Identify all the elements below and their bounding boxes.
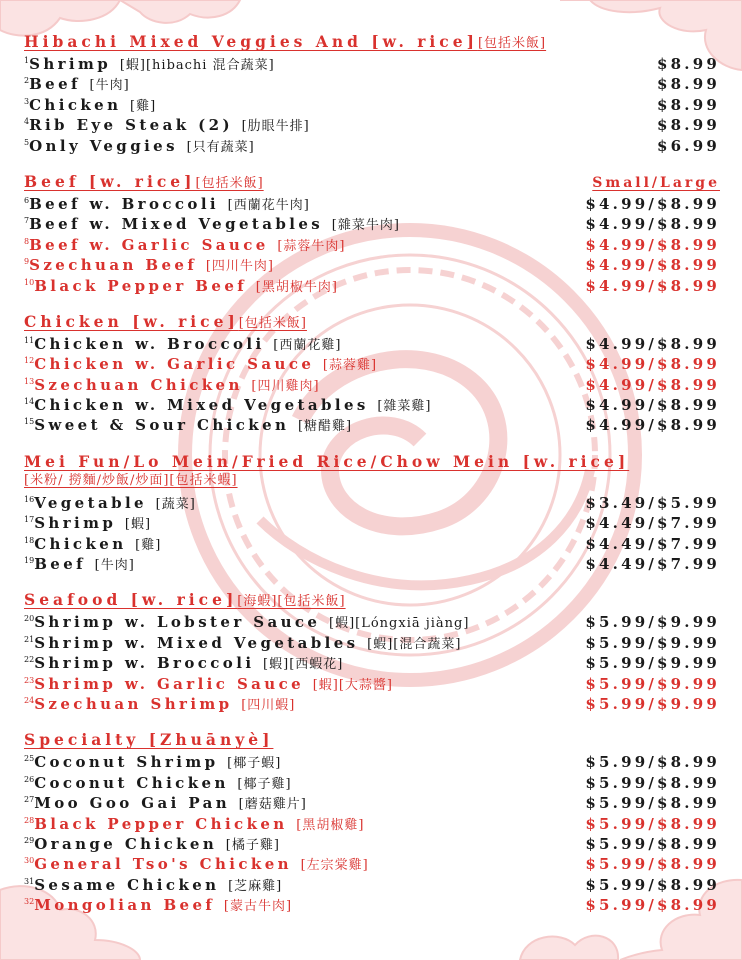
- item-chinese-name: [西蘭花雞]: [273, 337, 342, 353]
- item-number: 15: [24, 417, 35, 427]
- item-number: 19: [24, 556, 35, 566]
- item-price: $5.99/$8.99: [585, 773, 720, 792]
- section-title: [24, 452, 629, 471]
- item-chinese-name: [雜菜牛肉]: [331, 218, 400, 234]
- item-number: 4: [24, 117, 30, 127]
- item-number: 16: [24, 494, 35, 504]
- item-name: Moo Goo Gai Pan: [34, 794, 231, 813]
- item-number: 23: [24, 675, 35, 685]
- item-number: 10: [24, 277, 35, 287]
- menu-item: [24, 892, 720, 915]
- item-price: $4.99/$8.99: [585, 375, 720, 394]
- section-header: [24, 729, 720, 749]
- section-title-text: Specialty [Zhuānyè]: [24, 730, 274, 750]
- item-name: Black Pepper Chicken: [34, 814, 288, 833]
- item-name: Only Veggies: [29, 136, 178, 155]
- item-name: Beef w. Garlic Sauce: [29, 235, 269, 254]
- menu-item: [24, 872, 720, 892]
- item-number: 6: [24, 195, 30, 205]
- item-chinese-name: [肋眼牛排]: [241, 119, 310, 135]
- item-chinese-name: [糖醋雞]: [297, 419, 353, 435]
- item-name: Szechuan Shrimp: [34, 694, 233, 713]
- item-number: 25: [24, 754, 35, 764]
- item-number: 31: [24, 876, 35, 886]
- item-number: 29: [24, 835, 35, 845]
- item-price: $4.99/$8.99: [585, 416, 720, 435]
- section-title-chinese: [包括米飯]: [477, 36, 547, 51]
- item-number: 9: [24, 257, 30, 267]
- item-name: Mongolian Beef: [34, 896, 216, 915]
- item-name: Beef: [34, 555, 87, 574]
- item-chinese-name: [椰子蝦]: [227, 756, 282, 772]
- item-chinese-name: [芝麻雞]: [228, 878, 283, 894]
- section-header: [24, 589, 720, 609]
- item-chinese-name: [椰子雞]: [237, 776, 292, 792]
- item-name: Orange Chicken: [34, 834, 218, 853]
- item-name: Beef: [29, 75, 81, 94]
- item-number: 3: [24, 96, 30, 106]
- item-name: Shrimp w. Lobster Sauce: [34, 613, 321, 632]
- section-title-text: Hibachi Mixed Veggies And [w. rice]: [24, 32, 478, 51]
- item-name: Beef w. Mixed Vegetables: [29, 215, 324, 234]
- item-chinese-name: [蝦][西蝦花]: [263, 657, 344, 673]
- item-number: 13: [24, 376, 35, 386]
- menu-item: [24, 811, 720, 831]
- section-title-text: Chicken [w. rice]: [24, 311, 239, 331]
- item-price: $4.99/$8.99: [585, 396, 720, 415]
- menu-item: [24, 831, 720, 851]
- item-chinese-name: [蒙古牛肉]: [223, 899, 293, 915]
- item-name: Coconut Shrimp: [34, 753, 219, 772]
- item-chinese-name: [四川牛肉]: [205, 259, 274, 275]
- item-price: $5.99/$8.99: [585, 794, 720, 813]
- item-number: 24: [24, 695, 35, 705]
- section-title: [24, 590, 346, 609]
- item-number: 11: [24, 335, 35, 345]
- item-number: 12: [24, 356, 35, 366]
- section-title: [24, 312, 307, 331]
- menu-item: [24, 510, 720, 533]
- item-name: Chicken: [29, 95, 122, 114]
- item-price: $5.99/$8.99: [585, 834, 720, 853]
- item-chinese-name: [蝦][混合蔬菜]: [367, 636, 462, 652]
- item-name: Chicken w. Mixed Vegetables: [34, 396, 369, 415]
- item-name-group: [24, 412, 352, 437]
- item-price: $4.99/$8.99: [585, 355, 720, 374]
- menu-section: [24, 451, 720, 572]
- menu-item: [24, 851, 720, 874]
- menu-section: [24, 311, 720, 433]
- item-price: $5.99/$9.99: [585, 613, 720, 632]
- item-price: $8.99: [657, 75, 720, 94]
- item-price: $5.99/$8.99: [585, 814, 720, 833]
- menu-item: [24, 92, 720, 112]
- item-name-group: [24, 551, 135, 576]
- item-number: 17: [24, 515, 35, 525]
- item-name: Black Pepper Beef: [34, 276, 248, 295]
- item-name: Rib Eye Steak (2): [29, 116, 233, 135]
- menu-item: [24, 112, 720, 135]
- item-number: 21: [24, 634, 35, 644]
- item-number: 20: [24, 614, 35, 624]
- menu-item: [24, 770, 720, 790]
- item-chinese-name: [蝦][hibachi 混合蔬菜]: [119, 58, 275, 73]
- menu-item: [24, 133, 720, 153]
- item-name: Shrimp: [34, 514, 117, 533]
- item-chinese-name: [蒜蓉雞]: [322, 358, 378, 374]
- item-name: Shrimp w. Mixed Vegetables: [34, 633, 359, 652]
- menu-item: [24, 551, 720, 574]
- menu-item: [24, 671, 720, 691]
- item-chinese-name: [蔬菜]: [155, 496, 196, 512]
- section-title: [24, 730, 273, 749]
- item-number: 7: [24, 216, 30, 226]
- item-name: Vegetable: [34, 493, 148, 512]
- item-price: $5.99/$8.99: [585, 875, 720, 894]
- menu-section: [24, 31, 720, 153]
- item-price: $5.99/$9.99: [585, 674, 720, 693]
- item-price: $4.99/$8.99: [585, 235, 720, 254]
- section-title-chinese: [包括米飯]: [195, 175, 264, 191]
- menu-item: [24, 211, 720, 234]
- section-subtitle: [米粉/ 撈麵/炒飯/炒面][包括米蝦]: [24, 472, 238, 488]
- item-number: 22: [24, 655, 35, 665]
- item-number: 2: [24, 76, 30, 86]
- item-price: $4.99/$8.99: [585, 194, 720, 213]
- item-name: Szechuan Beef: [29, 256, 198, 275]
- item-price: $5.99/$9.99: [585, 633, 720, 652]
- item-price: $5.99/$8.99: [585, 753, 720, 772]
- item-chinese-name: [四川蝦]: [241, 697, 296, 713]
- item-name: Chicken w. Garlic Sauce: [34, 355, 315, 374]
- item-number: 32: [24, 897, 35, 907]
- section-header: [24, 311, 720, 331]
- item-price: $4.99/$8.99: [585, 256, 720, 275]
- item-number: 26: [24, 774, 35, 784]
- item-price: $6.99: [657, 136, 720, 155]
- item-chinese-name: [牛肉]: [94, 558, 135, 574]
- menu: [24, 31, 720, 931]
- item-name: Chicken w. Broccoli: [34, 334, 265, 353]
- item-chinese-name: [牛肉]: [89, 78, 130, 94]
- item-number: 1: [24, 56, 30, 65]
- section-header: [24, 451, 720, 471]
- menu-section: [24, 729, 720, 915]
- item-price: $5.99/$8.99: [585, 896, 720, 915]
- menu-item: [24, 351, 720, 374]
- item-name: Chicken: [34, 534, 127, 553]
- item-name: Beef w. Broccoli: [29, 194, 220, 213]
- section-title: [24, 32, 546, 51]
- item-name-group: [24, 892, 292, 917]
- item-number: 28: [24, 815, 35, 825]
- item-number: 18: [24, 535, 35, 545]
- item-name: General Tso's Chicken: [34, 855, 292, 874]
- item-name: Sesame Chicken: [34, 875, 220, 894]
- item-number: 5: [24, 137, 30, 147]
- section-title-chinese: [包括米飯]: [238, 315, 307, 331]
- menu-item: [24, 490, 720, 510]
- item-price: $4.49/$7.99: [585, 514, 720, 533]
- item-name: Shrimp w. Garlic Sauce: [34, 674, 305, 693]
- item-chinese-name: [蝦][Lóngxiā jiàng]: [329, 616, 470, 632]
- section-title-text: Seafood [w. rice]: [24, 590, 238, 610]
- item-number: 14: [24, 397, 35, 407]
- item-chinese-name: [蘑菇雞片]: [238, 797, 307, 813]
- item-chinese-name: [橘子雞]: [225, 837, 280, 853]
- item-price: $3.49/$5.99: [585, 493, 720, 512]
- menu-item: [24, 609, 720, 632]
- item-price: $5.99/$9.99: [585, 694, 720, 713]
- item-chinese-name: [黑胡椒雞]: [296, 817, 365, 833]
- item-chinese-name: [左宗棠雞]: [300, 858, 369, 874]
- item-price: $5.99/$8.99: [585, 855, 720, 874]
- item-chinese-name: [黑胡椒牛肉]: [255, 279, 338, 295]
- item-chinese-name: [雞]: [130, 98, 157, 114]
- menu-section: [24, 171, 720, 293]
- item-name-group: [24, 133, 255, 158]
- item-price: $4.99/$8.99: [585, 334, 720, 353]
- item-number: 30: [24, 856, 35, 866]
- item-name-group: [24, 691, 295, 716]
- section-header: [24, 171, 720, 191]
- menu-item: [24, 71, 720, 94]
- item-price: $4.49/$7.99: [585, 555, 720, 574]
- item-price: $4.99/$8.99: [585, 215, 720, 234]
- size-header: Small/Large: [592, 174, 720, 191]
- item-name: Shrimp: [29, 55, 112, 73]
- item-number: 8: [24, 236, 30, 246]
- item-price: $8.99: [657, 95, 720, 114]
- item-price: $4.99/$8.99: [585, 276, 720, 295]
- menu-item: [24, 273, 720, 293]
- section-title-text: Mei Fun/Lo Mein/Fried Rice/Chow Mein [w. rice]: [24, 451, 630, 471]
- item-chinese-name: [蝦]: [124, 517, 152, 533]
- item-name-group: [24, 273, 338, 298]
- menu-item: [24, 749, 720, 772]
- menu-item: [24, 630, 720, 650]
- section-title-chinese: [海蝦][包括米飯]: [237, 594, 346, 610]
- menu-item: [24, 252, 720, 275]
- item-chinese-name: [雞]: [135, 537, 162, 553]
- item-chinese-name: [西蘭花牛肉]: [227, 197, 310, 213]
- item-name: Szechuan Chicken: [34, 375, 243, 394]
- item-chinese-name: [蝦][大蒜醬]: [312, 677, 393, 693]
- item-price: $4.49/$7.99: [585, 534, 720, 553]
- item-chinese-name: [只有蔬菜]: [186, 139, 255, 155]
- item-price: $8.99: [657, 55, 720, 73]
- menu-item: [24, 392, 720, 415]
- item-price: $8.99: [657, 116, 720, 135]
- item-chinese-name: [四川雞肉]: [251, 378, 320, 394]
- menu-section: [24, 589, 720, 711]
- section-title: [24, 172, 264, 191]
- section-title-text: Beef [w. rice]: [24, 171, 196, 191]
- menu-item: [24, 331, 720, 351]
- section-header: [24, 31, 720, 51]
- menu-item: [24, 51, 720, 71]
- item-number: 27: [24, 795, 35, 805]
- item-name: Shrimp w. Broccoli: [34, 654, 255, 673]
- item-chinese-name: [雜菜雞]: [377, 399, 432, 415]
- menu-item: [24, 191, 720, 211]
- item-price: $5.99/$9.99: [585, 654, 720, 673]
- item-name: Sweet & Sour Chicken: [34, 416, 290, 435]
- item-name: Coconut Chicken: [34, 773, 229, 792]
- menu-item: [24, 790, 720, 813]
- item-chinese-name: [蒜蓉牛肉]: [277, 238, 346, 254]
- menu-item: [24, 531, 720, 551]
